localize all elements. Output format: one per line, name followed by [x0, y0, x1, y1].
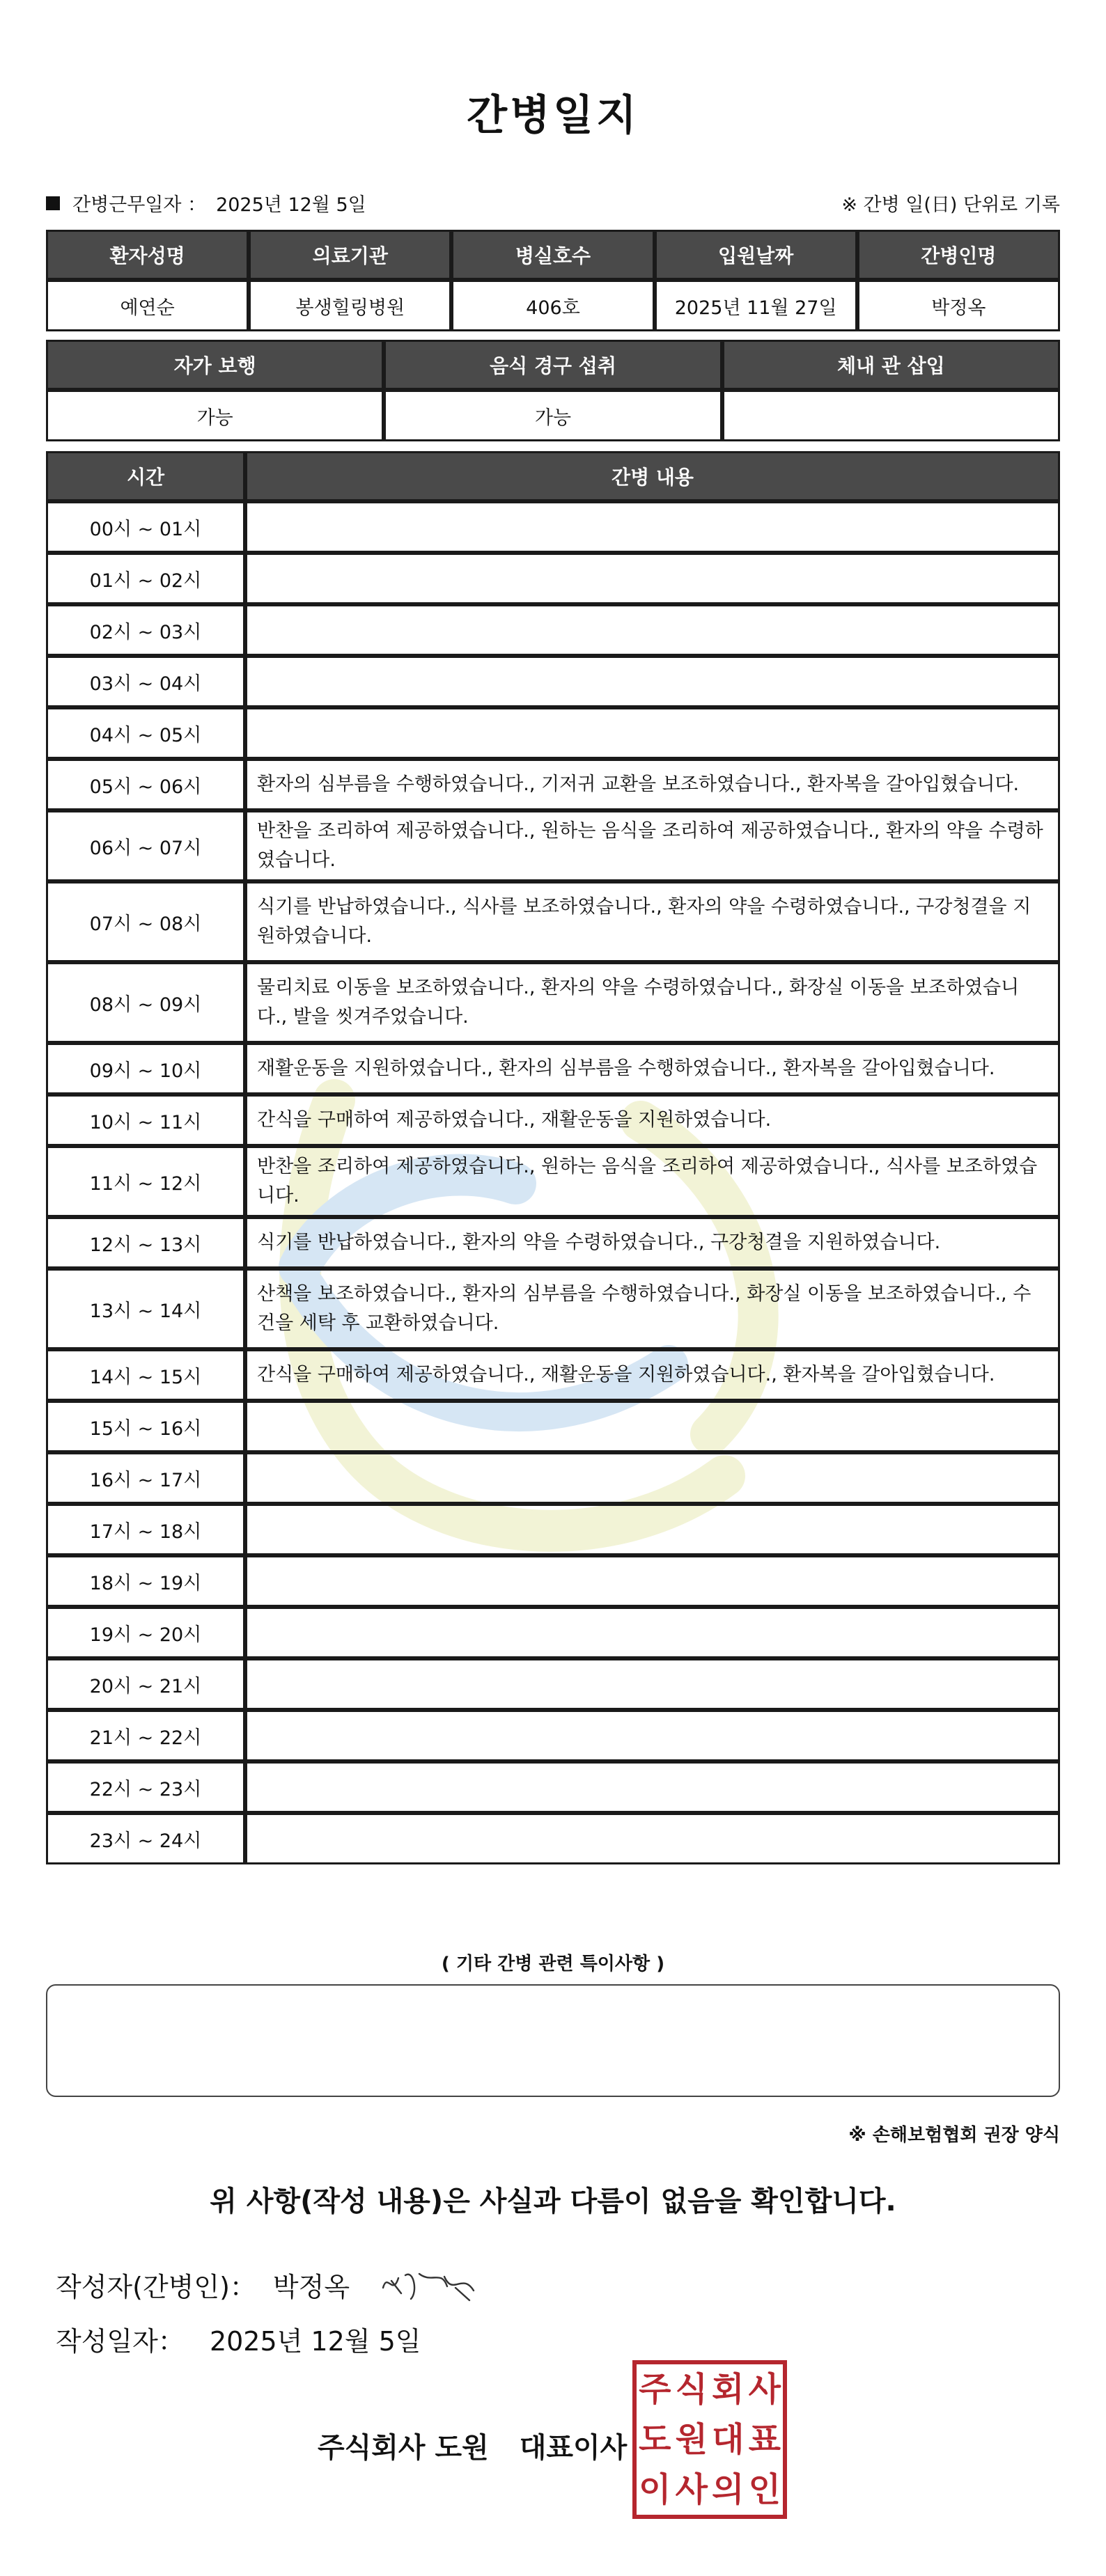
work-date: [46, 189, 366, 217]
care-content: [245, 1813, 1060, 1864]
care-content: [245, 501, 1060, 553]
time-slot: 18시 ~ 19시: [46, 1555, 245, 1607]
remarks-box: [46, 1984, 1060, 2097]
hospital-name: 봉생힐링병원: [249, 280, 451, 331]
time-slot: 07시 ~ 08시: [46, 881, 245, 962]
table-row: [46, 962, 1060, 1043]
stamp-character: 도: [639, 2420, 671, 2459]
time-slot: 21시 ~ 22시: [46, 1710, 245, 1761]
time-slot: 15시 ~ 16시: [46, 1401, 245, 1452]
care-content: [245, 553, 1060, 604]
time-slot: 02시 ~ 03시: [46, 604, 245, 656]
care-content: 간식을 구매하여 제공하였습니다., 재활운동을 지원하였습니다., 환자복을 갈아입혔습니다.: [245, 1349, 1060, 1401]
stamp-character: 회: [712, 2370, 745, 2409]
table-row: [46, 1269, 1060, 1349]
company-signature: [318, 2426, 627, 2465]
time-slot: 17시 ~ 18시: [46, 1504, 245, 1555]
table-row: [46, 1452, 1060, 1504]
header-oral-intake: 음식 경구 섭취: [384, 340, 722, 390]
care-content: 식기를 반납하였습니다., 식사를 보조하였습니다., 환자의 약을 수령하였습니다., 구강청결을 지원하였습니다.: [245, 881, 1060, 962]
written-date-line: [56, 2320, 421, 2358]
care-content: [245, 604, 1060, 656]
company-name: 주식회사 도원: [318, 2432, 489, 2464]
patient-status-table: [46, 340, 1060, 441]
table-row: [46, 1607, 1060, 1658]
care-content: 산책을 보조하였습니다., 환자의 심부름을 수행하였습니다., 화장실 이동을 보조하였습니다., 수건을 세탁 후 교환하였습니다.: [245, 1269, 1060, 1349]
oral-intake-value: 가능: [384, 390, 722, 441]
time-slot: 16시 ~ 17시: [46, 1452, 245, 1504]
table-row: [46, 1761, 1060, 1813]
time-slot: 12시 ~ 13시: [46, 1217, 245, 1269]
care-content: 식기를 반납하였습니다., 환자의 약을 수령하였습니다., 구강청결을 지원하였습니다.: [245, 1217, 1060, 1269]
stamp-character: 대: [712, 2420, 745, 2459]
time-slot: 08시 ~ 09시: [46, 962, 245, 1043]
header-time: 시간: [46, 451, 245, 501]
table-row: [46, 1710, 1060, 1761]
square-bullet-icon: [46, 196, 60, 210]
header-hospital: 의료기관: [249, 230, 451, 280]
table-row: [46, 1349, 1060, 1401]
time-slot: 03시 ~ 04시: [46, 656, 245, 707]
care-log-table: [46, 451, 1060, 1864]
time-slot: 14시 ~ 15시: [46, 1349, 245, 1401]
care-content: [245, 656, 1060, 707]
table-row: [46, 1813, 1060, 1864]
company-seal-stamp: [632, 2360, 787, 2519]
header-patient-name: 환자성명: [46, 230, 249, 280]
care-content: [245, 707, 1060, 759]
meta-row: [46, 189, 1060, 217]
writer-line: [56, 2260, 482, 2309]
care-content: [245, 1607, 1060, 1658]
time-slot: 06시 ~ 07시: [46, 810, 245, 881]
company-representative: 대표이사: [519, 2432, 628, 2464]
table-row: [46, 1043, 1060, 1094]
writer-name: 박정옥: [272, 2271, 350, 2302]
table-row: [46, 1401, 1060, 1452]
room-number: 406호: [451, 280, 654, 331]
table-row: [46, 707, 1060, 759]
time-slot: 05시 ~ 06시: [46, 759, 245, 810]
stamp-character: 사: [748, 2370, 781, 2409]
stamp-character: 식: [675, 2370, 708, 2409]
time-slot: 11시 ~ 12시: [46, 1146, 245, 1217]
handwritten-signature: [377, 2260, 482, 2309]
time-slot: 13시 ~ 14시: [46, 1269, 245, 1349]
table-row: [46, 501, 1060, 553]
table-row: [46, 1504, 1060, 1555]
stamp-character: 이: [639, 2470, 671, 2509]
time-slot: 22시 ~ 23시: [46, 1761, 245, 1813]
table-row: [46, 656, 1060, 707]
self-walking-value: 가능: [46, 390, 384, 441]
table-row: [46, 1555, 1060, 1607]
care-content: 반찬을 조리하여 제공하였습니다., 원하는 음식을 조리하여 제공하였습니다., 환자의 약을 수령하였습니다.: [245, 810, 1060, 881]
time-slot: 20시 ~ 21시: [46, 1658, 245, 1710]
stamp-character: 사: [675, 2470, 708, 2509]
table-row: [46, 1658, 1060, 1710]
stamp-character: 주: [639, 2370, 671, 2409]
care-content: [245, 1710, 1060, 1761]
patient-name: 예연순: [46, 280, 249, 331]
table-row: [46, 881, 1060, 962]
writer-label: 작성자(간병인)：: [56, 2271, 256, 2302]
care-content: 반찬을 조리하여 제공하였습니다., 원하는 음식을 조리하여 제공하였습니다., 식사를 보조하였습니다.: [245, 1146, 1060, 1217]
header-self-walking: 자가 보행: [46, 340, 384, 390]
table-row: [46, 604, 1060, 656]
table-row: [46, 1146, 1060, 1217]
time-slot: 19시 ~ 20시: [46, 1607, 245, 1658]
recommend-note: ※ 손해보험협회 권장 양식: [848, 2125, 1060, 2146]
admission-date: 2025년 11월 27일: [655, 280, 857, 331]
care-content: [245, 1658, 1060, 1710]
care-content: [245, 1555, 1060, 1607]
page-title: 간병일지: [467, 91, 639, 140]
header-tube-insertion: 체내 관 삽입: [722, 340, 1060, 390]
care-content: [245, 1401, 1060, 1452]
time-slot: 01시 ~ 02시: [46, 553, 245, 604]
table-row: [46, 1094, 1060, 1146]
stamp-character: 인: [748, 2470, 781, 2509]
care-content: 재활운동을 지원하였습니다., 환자의 심부름을 수행하였습니다., 환자복을 갈아입혔습니다.: [245, 1043, 1060, 1094]
care-content: 물리치료 이동을 보조하였습니다., 환자의 약을 수령하였습니다., 화장실 이동을 보조하였습니다., 발을 씻겨주었습니다.: [245, 962, 1060, 1043]
stamp-character: 표: [748, 2420, 781, 2459]
stamp-character: 의: [712, 2470, 745, 2509]
time-slot: 00시 ~ 01시: [46, 501, 245, 553]
table-row: [46, 1217, 1060, 1269]
remarks-title: ( 기타 간병 관련 특이사항 ): [441, 1954, 665, 1974]
care-content: [245, 1504, 1060, 1555]
care-content: 간식을 구매하여 제공하였습니다., 재활운동을 지원하였습니다.: [245, 1094, 1060, 1146]
work-date-value: 2025년 12월 5일: [216, 194, 366, 216]
care-content: [245, 1761, 1060, 1813]
header-caregiver: 간병인명: [857, 230, 1060, 280]
record-unit-note: ※ 간병 일(日) 단위로 기록: [841, 194, 1060, 216]
care-log-body: [46, 501, 1060, 1864]
patient-info-table: [46, 230, 1060, 331]
table-row: [46, 810, 1060, 881]
header-room: 병실호수: [451, 230, 654, 280]
stamp-character: 원: [675, 2420, 708, 2459]
work-date-label: 간병근무일자 ：: [72, 194, 207, 216]
care-content: [245, 1452, 1060, 1504]
confirmation-statement: 위 사항(작성 내용)은 사실과 다름이 없음을 확인합니다.: [210, 2185, 896, 2217]
written-date-label: 작성일자：: [56, 2326, 185, 2357]
time-slot: 10시 ~ 11시: [46, 1094, 245, 1146]
table-row: [46, 553, 1060, 604]
care-content: 환자의 심부름을 수행하였습니다., 기저귀 교환을 보조하였습니다., 환자복을 갈아입혔습니다.: [245, 759, 1060, 810]
header-care-content: 간병 내용: [245, 451, 1060, 501]
tube-insertion-value: [722, 390, 1060, 441]
time-slot: 09시 ~ 10시: [46, 1043, 245, 1094]
written-date-value: 2025년 12월 5일: [209, 2326, 421, 2357]
header-admission-date: 입원날짜: [655, 230, 857, 280]
time-slot: 04시 ~ 05시: [46, 707, 245, 759]
caregiver-name: 박정옥: [857, 280, 1060, 331]
time-slot: 23시 ~ 24시: [46, 1813, 245, 1864]
table-row: [46, 759, 1060, 810]
